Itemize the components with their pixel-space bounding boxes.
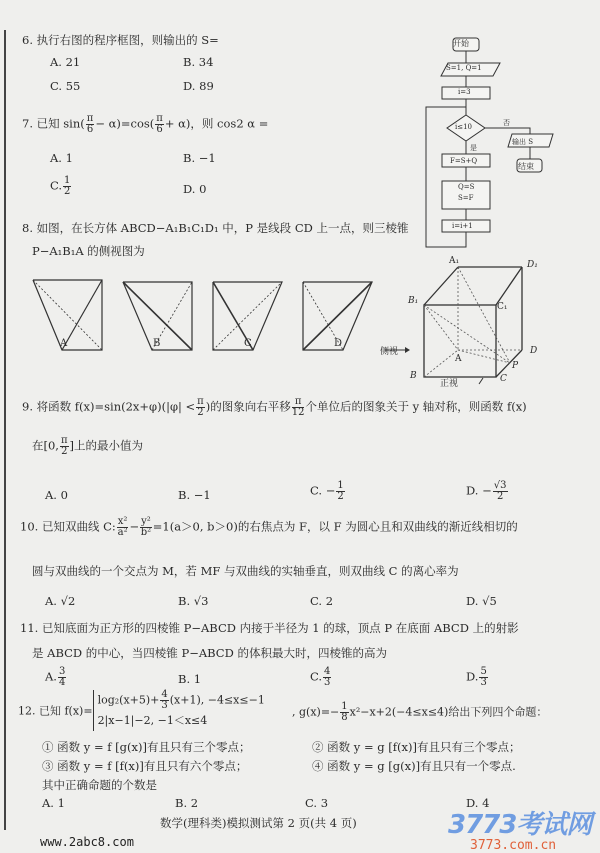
cube-label-b: B <box>410 371 417 381</box>
watermark-logo: 3773考试网 <box>448 810 592 840</box>
cube-label-d: D <box>530 346 538 356</box>
q6-option-d: D. 89 <box>183 79 214 93</box>
cube-label-a1: A₁ <box>449 256 460 266</box>
q11-option-a: A. $\frac{3}{4}$ <box>45 666 66 688</box>
cube-label-p: P <box>512 361 519 371</box>
q12-option-a: A. 1 <box>42 796 65 810</box>
q12-option-d: D. 4 <box>466 796 490 810</box>
q10-option-d: D. √5 <box>466 594 497 608</box>
q6-stem: 6. 执行右图的程序框图，则输出的 S= <box>22 33 219 47</box>
q9-line1: 9. 将函数 f(x)=sin(2x+φ)(|φ| < $\frac{\pi}{2}$ )的图象向右平移 $\frac{\pi}{12}$ 个单位后的图象关于 y 轴对称，则函数 f(x) <box>22 396 527 418</box>
q11-option-c: C. $\frac{4}{3}$ <box>310 666 331 688</box>
page-footer: 数学(理科类)模拟测试第 2 页(共 4 页) <box>160 816 357 830</box>
q11-line2: 是 ABCD 的中心，当四棱锥 P−ABCD 的体积最大时，四棱锥的高为 <box>32 646 387 660</box>
q12-option-b: B. 2 <box>175 796 199 810</box>
q7-option-c: C. $\frac{1}{2}$ <box>50 175 71 197</box>
q12-statement-2: ② 函数 y = g [f(x)]有且只有三个零点； <box>312 740 521 754</box>
q10-line1: 10. 已知双曲线 C: $\frac{\text{x²}}{\text{a²}}$ − $\frac{\text{y²}}{\text{b²}}$ =1(a＞0, b＞0)的右焦点为 F，以 F 为圆心且和双曲线的渐近线相切的 <box>20 516 518 538</box>
q7-text: 7. 已知 sin( <box>22 116 85 131</box>
q8-line1: 8. 如图，在长方体 ABCD−A₁B₁C₁D₁ 中，P 是线段 CD 上一点，则三棱锥 <box>22 221 409 235</box>
flow-init: S=1, Q=1 <box>446 64 482 72</box>
flow-condition: i≤10 <box>455 123 473 131</box>
fraction: $\frac{\pi}{6}$ <box>156 113 163 135</box>
front-view-label: 正视 <box>440 379 459 389</box>
margin-line <box>4 30 6 830</box>
q12-question: 其中正确命题的个数是 <box>42 778 157 792</box>
q9-line2: 在[0, $\frac{\pi}{2}$ ]上的最小值为 <box>32 435 144 457</box>
q7-text: − α)=cos( <box>95 116 155 131</box>
q10-option-a: A. √2 <box>45 594 76 608</box>
flow-q: Q=S <box>458 183 475 191</box>
flow-s: S=F <box>458 194 474 202</box>
fraction: $\frac{\pi}{6}$ <box>86 113 94 135</box>
cube-label-c1: C₁ <box>497 302 508 312</box>
q10-line2: 圆与双曲线的一个交点为 M，若 MF 与双曲线的实轴垂直，则双曲线 C 的离心率为 <box>32 564 459 578</box>
cube-label-a: A <box>455 354 462 364</box>
q11-option-d: D. $\frac{5}{3}$ <box>466 666 487 688</box>
q7-option-b: B. −1 <box>183 151 216 165</box>
cube-label-c: C <box>500 374 507 384</box>
q6-option-b: B. 34 <box>183 55 214 69</box>
q11-line1: 11. 已知底面为正方形的四棱锥 P−ABCD 内接于半径为 1 的球，顶点 P 在底面 ABCD 上的射影 <box>20 621 519 635</box>
figure-label-a: A <box>60 338 68 349</box>
flowchart <box>420 35 560 250</box>
q9-option-c: C. − $\frac{1}{2}$ <box>310 480 344 502</box>
cube-label-b1: B₁ <box>408 296 419 306</box>
q6-option-c: C. 55 <box>50 79 81 93</box>
q12-statement-1: ① 函数 y = f [g(x)]有且只有三个零点； <box>42 740 251 754</box>
figure-label-d: D <box>334 338 343 349</box>
q12-g-definition: , g(x)=− $\frac{1}{8}$ x²−x+2(−4≤x≤4)给出下列四个命题： <box>292 701 548 723</box>
site-url: www.2abc8.com <box>40 835 134 849</box>
flow-f: F=S+Q <box>450 157 478 165</box>
q10-option-b: B. √3 <box>178 594 209 608</box>
flow-end: 结束 <box>518 162 534 171</box>
flow-no: 否 <box>503 119 510 127</box>
piecewise-brace: log₂(x+5)+ $\frac{4}{3}$ (x+1), −4≤x≤−1 2|x−1|−2, −1＜x≤4 <box>93 690 265 731</box>
figure-a <box>33 280 102 350</box>
q9-option-b: B. −1 <box>178 488 211 502</box>
q7-text: + α)，则 cos2 α = <box>164 116 269 131</box>
q12-statement-4: ④ 函数 y = g [g(x)]有且只有一个零点. <box>312 759 516 773</box>
q10-option-c: C. 2 <box>310 594 334 608</box>
q9-option-d: D. − $\frac{√3}{2}$ <box>466 480 507 502</box>
figure-label-c: C <box>244 338 252 349</box>
flow-inc: i=i+1 <box>452 222 473 230</box>
flow-output: 输出 S <box>512 138 534 146</box>
q12-option-c: C. 3 <box>305 796 329 810</box>
q7-stem <box>22 114 268 135</box>
q11-option-b: B. 1 <box>178 672 202 686</box>
q6-option-a: A. 21 <box>50 55 81 69</box>
side-view-label: 侧视 <box>380 347 399 357</box>
figure-label-b: B <box>153 338 161 349</box>
q12-statement-3: ③ 函数 y = f [f(x)]有且只有六个零点； <box>42 759 248 773</box>
q12-definition: 12. 已知 f(x)=log₂(x+5)+ $\frac{4}{3}$ (x+1), −4≤x≤−1 2|x−1|−2, −1＜x≤4 <box>18 690 265 731</box>
flow-yes: 是 <box>470 144 477 152</box>
q9-option-a: A. 0 <box>45 488 68 502</box>
q8-line2: P−A₁B₁A 的侧视图为 <box>32 244 145 258</box>
cuboid-figure <box>375 250 555 385</box>
q7-option-a: A. 1 <box>50 151 73 165</box>
flow-i-init: i=3 <box>458 88 471 96</box>
watermark-url: 3773.com.cn <box>470 838 557 853</box>
cube-label-d1: D₁ <box>527 260 538 270</box>
flow-start: 开始 <box>453 39 469 48</box>
q7-option-d: D. 0 <box>183 182 207 196</box>
